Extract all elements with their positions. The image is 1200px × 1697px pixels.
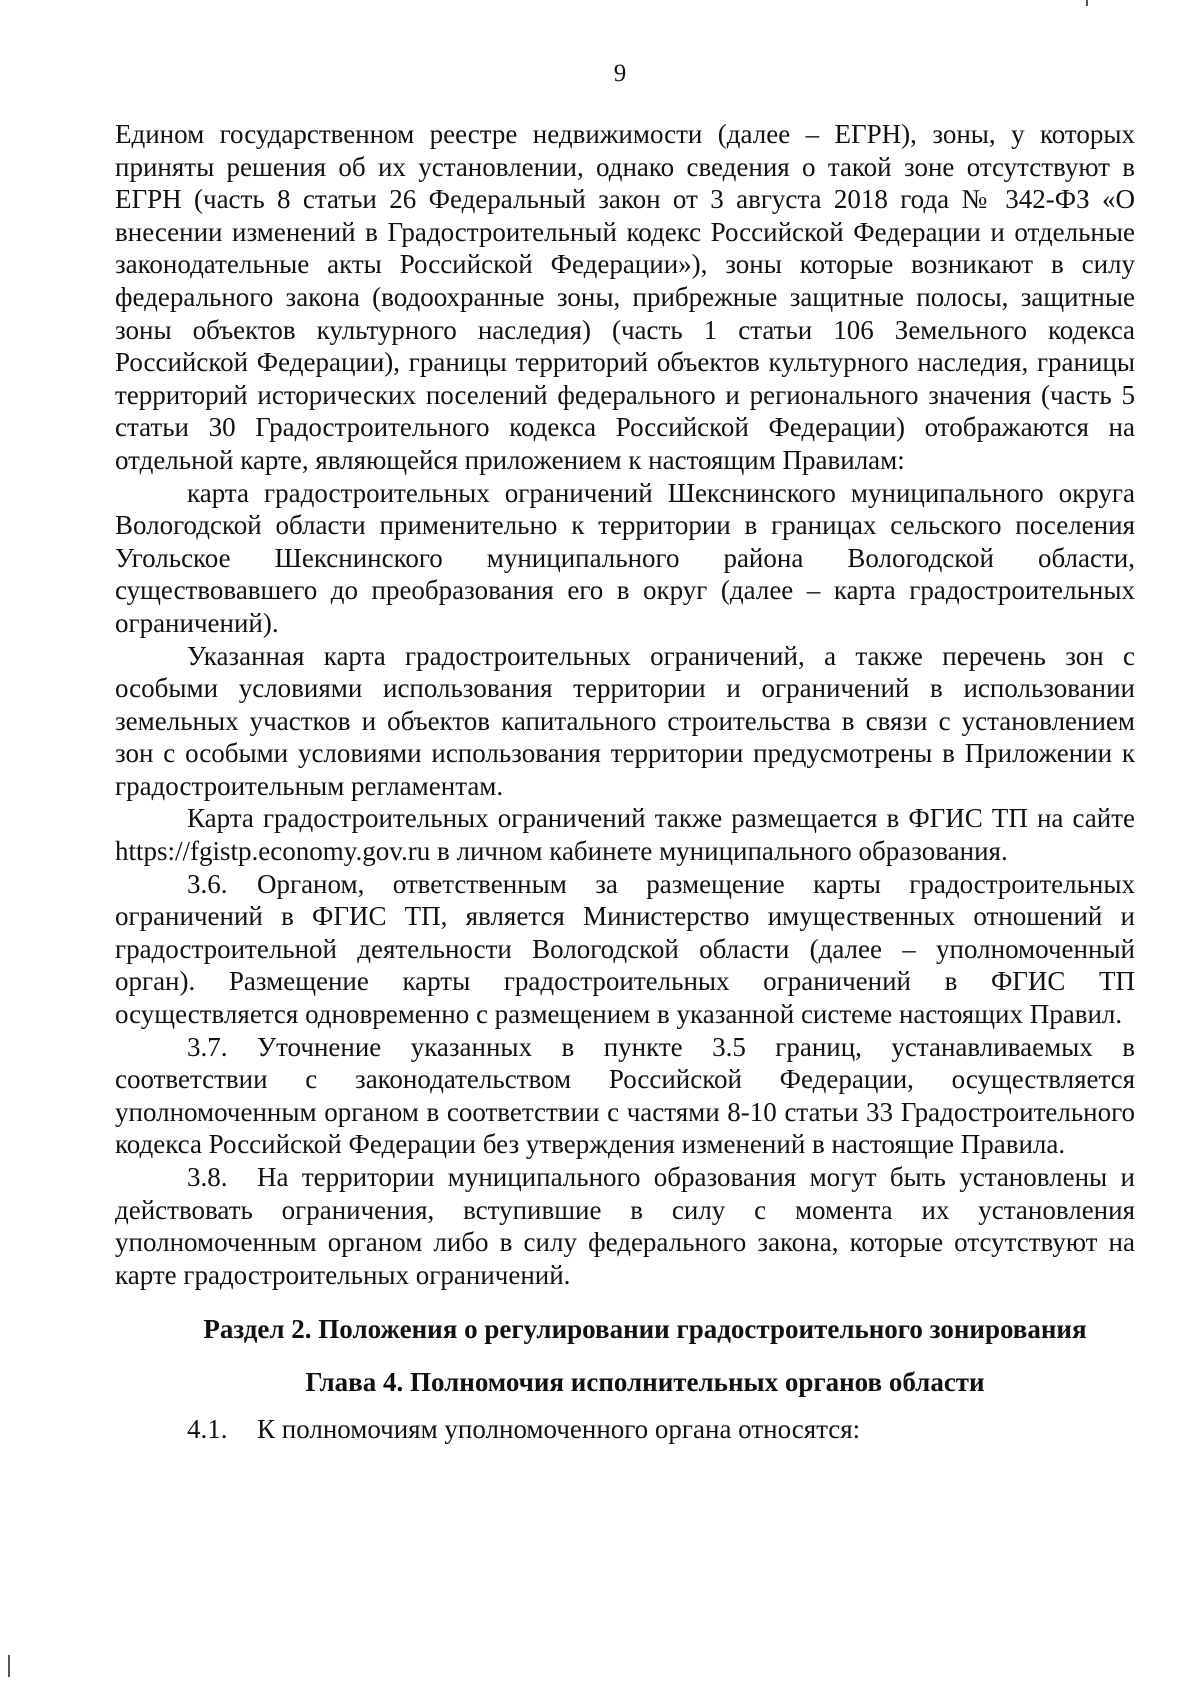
clause-number: 3.7. [187, 1031, 228, 1062]
page-number: 9 [613, 60, 627, 87]
scan-mark [8, 1655, 10, 1677]
paragraph: карта градостроительных ограничений Шекснинского муниципального округа Вологодской области применительно к территории в границах сельского поселения Угольское Шекснинского муниципального района Вологодской области, существовавшего до преобразования его в округ (далее – карта градостроительных ограничений). [115, 477, 1135, 638]
clause-3-8 [115, 1161, 1135, 1291]
clause-number: 3.6. [187, 868, 228, 899]
clause-text: Уточнение указанных в пункте 3.5 границ, устанавливаемых в соответствии с законодательством Российской Федерации, осуществляется уполномоченным органом в соответствии с частями 8-10 статьи 33 Градостроительного кодекса Российской Федерации без утверждения изменений в настоящие Правила. [115, 1031, 1135, 1160]
clause-number: 4.1. [187, 1413, 228, 1444]
clause-number: 3.8. [187, 1162, 228, 1192]
paragraph: Указанная карта градостроительных ограничений, а также перечень зон с особыми условиями использования территории и ограничений в использовании земельных участков и объектов капитального строительства в связи с установлением зон с особыми условиями использования территории предусмотрены в Приложении к градостроительным регламентам. [115, 640, 1135, 801]
clause-3-6 [115, 868, 1135, 1031]
paragraph: Карта градостроительных ограничений также размещается в ФГИС ТП на сайте https://fgistp.economy.gov.ru в личном кабинете муниципального образования. [115, 803, 1135, 867]
clause-text: Органом, ответственным за размещение карты градостроительных ограничений в ФГИС ТП, является Министерство имущественных отношений и градостроительной деятельности Вологодской области (далее – уполномоченный орган). Размещение карты градостроительных ограничений в ФГИС ТП осуществляется одновременно с размещением в указанной системе настоящих Правил. [115, 868, 1135, 1030]
chapter-heading: Глава 4. Полномочия исполнительных органов области [305, 1366, 985, 1397]
clause-text: К полномочиям уполномоченного органа относятся: [257, 1413, 861, 1444]
clause-text: На территории муниципального образования могут быть установлены и действовать ограничения, вступившие в силу с момента их установления уполномоченным органом либо в силу федерального закона, которые отсутствуют на карте градостроительных ограничений. [115, 1162, 1135, 1290]
paragraph: Едином государственном реестре недвижимости (далее – ЕГРН), зоны, у которых приняты решения об их установлении, однако сведения о такой зоне отсутствуют в ЕГРН (часть 8 статьи 26 Федеральный закон от 3 августа 2018 года № 342-ФЗ «О внесении изменений в Градостроительный кодекс Российской Федерации и отдельные законодательные акты Российской Федерации»), зоны которые возникают в силу федерального закона (водоохранные зоны, прибрежные защитные полосы, защитные зоны объектов культурного наследия) (часть 1 статьи 106 Земельного кодекса Российской Федерации), границы территорий объектов культурного наследия, границы территорий исторических поселений федерального и регионального значения (часть 5 статьи 30 Градостроительного кодекса Российской Федерации) отображаются на отдельной карте, являющейся приложением к настоящим Правилам: [115, 119, 1135, 475]
scan-mark [1086, 0, 1088, 6]
clause-4-1 [115, 1413, 1135, 1446]
section-heading: Раздел 2. Положения о регулировании градостроительного зонирования [203, 1314, 1087, 1345]
document-body [115, 118, 1135, 1445]
clause-3-7 [115, 1031, 1135, 1161]
